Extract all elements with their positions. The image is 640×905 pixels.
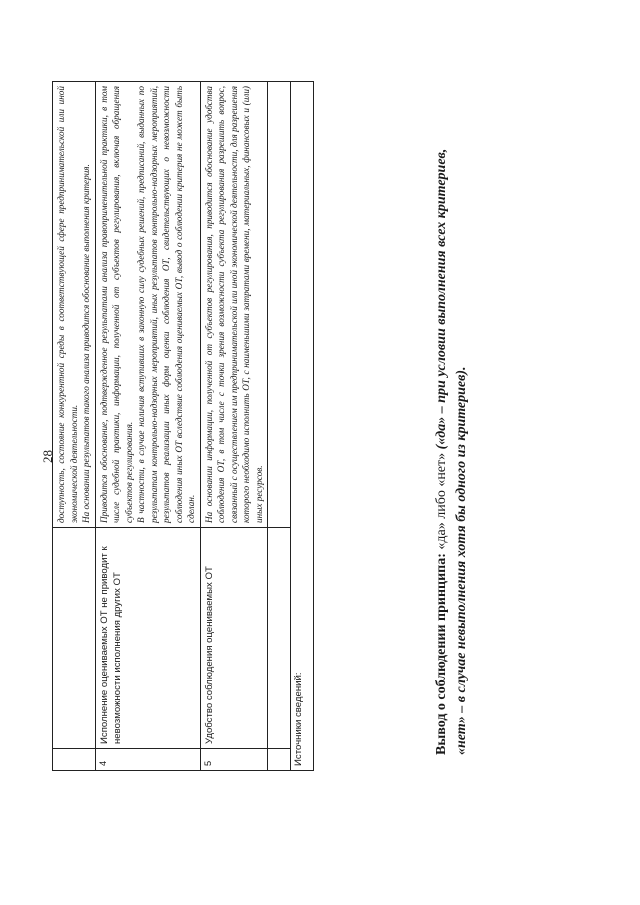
criterion-cell: Удобство соблюдения оцениваемых ОТ	[200, 528, 268, 749]
table-row-empty	[268, 82, 291, 771]
justification-cell	[53, 82, 96, 528]
conclusion-middle: («да» – при условии выполнения всех критериев,	[434, 148, 449, 450]
row-number: 5	[200, 749, 268, 771]
conclusion-lead: Вывод о соблюдении принципа:	[434, 553, 449, 755]
sources-label: Источники сведений:	[291, 82, 314, 771]
conclusion-options: «да» либо «нет»	[434, 452, 449, 550]
justification-cell	[95, 82, 200, 528]
principle-conclusion	[432, 75, 473, 755]
criterion-cell	[53, 528, 96, 749]
conclusion-tail: «нет» – в случае невыполнения хотя бы одного из критериев).	[454, 366, 470, 755]
justification-paragraph: доступность, состояние конкурентной среды в соответствующей сфере предпринимательской или иной экономической деятельности.	[56, 86, 79, 523]
table-row	[95, 82, 200, 771]
justification-paragraph: На основании информации, полученной от субъектов регулирования, приводится обоснование удобства соблюдения ОТ, в том числе с точки зрения возможности субъекта регулирования разрешить вопрос, связанный с осуществлением им предпринимательской или иной экономической деятельности, для разрешения которого необходимо исполнить ОТ, с наименьшими затратами времени, материальных, финансовых и (или) иных ресурсов.	[203, 86, 264, 523]
table-row	[200, 82, 268, 771]
justification-cell	[200, 82, 268, 528]
criteria-table	[52, 81, 314, 771]
row-number: 4	[95, 749, 200, 771]
justification-paragraph: Приводится обоснование, подтвержденное результатами анализа правоприменительной практики, в том числе судебной практики, информации, полученной от субъектов регулирования, включая обращения субъектов регулирования.	[98, 86, 134, 523]
page-number: 28	[40, 450, 55, 463]
justification-paragraph: На основании результатов такого анализа приводится обоснование выполнения критерия.	[81, 164, 92, 523]
table-row	[53, 82, 96, 771]
justification-paragraph: В частности, в случае наличия вступивших в законную силу судебных решений, предписаний, выданных по результатам контрольно-надзорных мероприятий, иных результатов контрольно-надзорных мероприятий, результатов реализации иных форм оценки соблюдения ОТ, свидетельствующих о невозможности соблюдения иных ОТ вследствие соблюдения оцениваемых ОТ, вывод о соблюдении критерия не может быть сделан.	[136, 86, 197, 523]
sources-row	[291, 82, 314, 771]
row-number	[53, 749, 96, 771]
criterion-cell: Исполнение оцениваемых ОТ не приводит к невозможности исполнения других ОТ	[95, 528, 200, 749]
